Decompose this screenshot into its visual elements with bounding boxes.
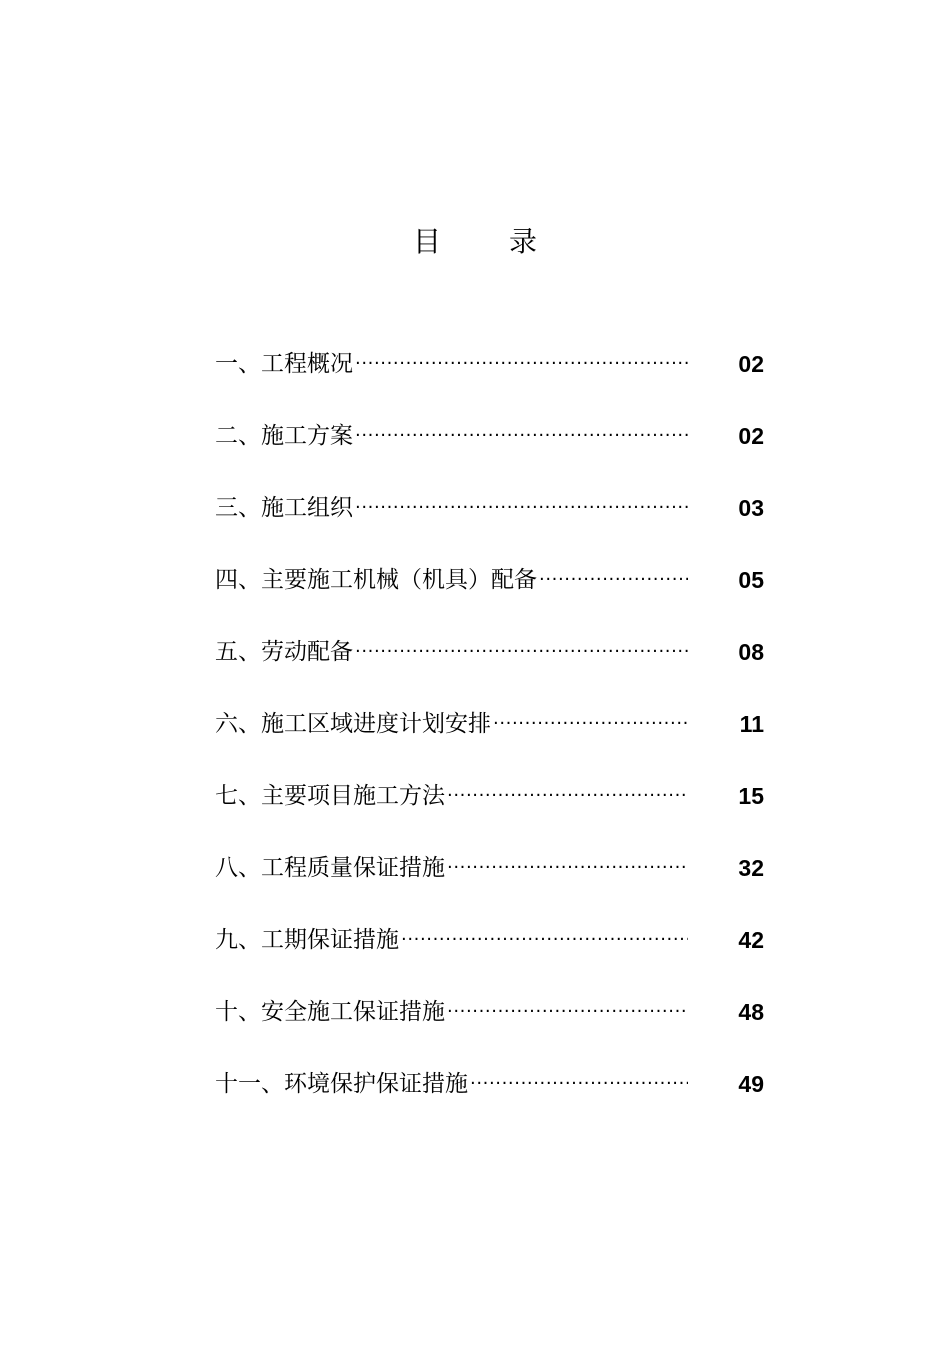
toc-entry-page: 49 xyxy=(738,1071,764,1097)
toc-entry-label: 三、施工组织 xyxy=(215,495,353,521)
toc-leader-dots xyxy=(353,345,688,383)
toc-entry-label: 十、安全施工保证措施 xyxy=(215,999,445,1025)
toc-leader-dots xyxy=(353,633,688,671)
toc-entry-page: 02 xyxy=(738,351,764,377)
toc-leader-dots xyxy=(491,705,688,743)
toc-entry-label: 九、工期保证措施 xyxy=(215,927,399,953)
toc-entry-label: 四、主要施工机械（机具）配备 xyxy=(215,567,537,593)
title-char-2: 录 xyxy=(509,225,538,258)
toc-leader-dots xyxy=(353,489,688,527)
toc-entry-page: 42 xyxy=(738,927,764,953)
toc-entry-page: 05 xyxy=(738,567,764,593)
toc-entry-label: 五、劳动配备 xyxy=(215,639,353,665)
toc-entry-label: 八、工程质量保证措施 xyxy=(215,855,445,881)
page-title xyxy=(0,222,950,262)
toc-entry-label: 二、施工方案 xyxy=(215,423,353,449)
toc-entry-label: 一、工程概况 xyxy=(215,351,353,377)
toc-leader-dots xyxy=(468,1065,688,1103)
toc-leader-dots xyxy=(445,849,688,887)
toc-entry[interactable] xyxy=(215,633,770,705)
toc-entry[interactable] xyxy=(215,1065,770,1137)
toc-entry[interactable] xyxy=(215,417,770,489)
toc-entry[interactable] xyxy=(215,345,770,417)
toc-entry[interactable] xyxy=(215,489,770,561)
toc-entry-page: 11 xyxy=(739,711,764,737)
toc-leader-dots xyxy=(445,777,688,815)
toc-entry-label: 六、施工区域进度计划安排 xyxy=(215,711,491,737)
toc-leader-dots xyxy=(445,993,688,1031)
toc-leader-dots xyxy=(353,417,688,455)
toc-entry-page: 48 xyxy=(738,999,764,1025)
toc-entry-label: 七、主要项目施工方法 xyxy=(215,783,445,809)
toc-entry-page: 02 xyxy=(738,423,764,449)
toc-entry[interactable] xyxy=(215,849,770,921)
toc-entry-page: 15 xyxy=(738,783,764,809)
toc-entry-page: 32 xyxy=(738,855,764,881)
toc-entry-page: 03 xyxy=(738,495,764,521)
toc-entry-label: 十一、环境保护保证措施 xyxy=(215,1071,468,1097)
toc-entry-page: 08 xyxy=(738,639,764,665)
toc-leader-dots xyxy=(399,921,688,959)
table-of-contents xyxy=(215,345,770,1137)
title-char-1: 目 xyxy=(412,225,441,258)
toc-entry[interactable] xyxy=(215,777,770,849)
toc-leader-dots xyxy=(537,561,688,599)
toc-entry[interactable] xyxy=(215,993,770,1065)
toc-entry[interactable] xyxy=(215,561,770,633)
toc-entry[interactable] xyxy=(215,705,770,777)
toc-entry[interactable] xyxy=(215,921,770,993)
